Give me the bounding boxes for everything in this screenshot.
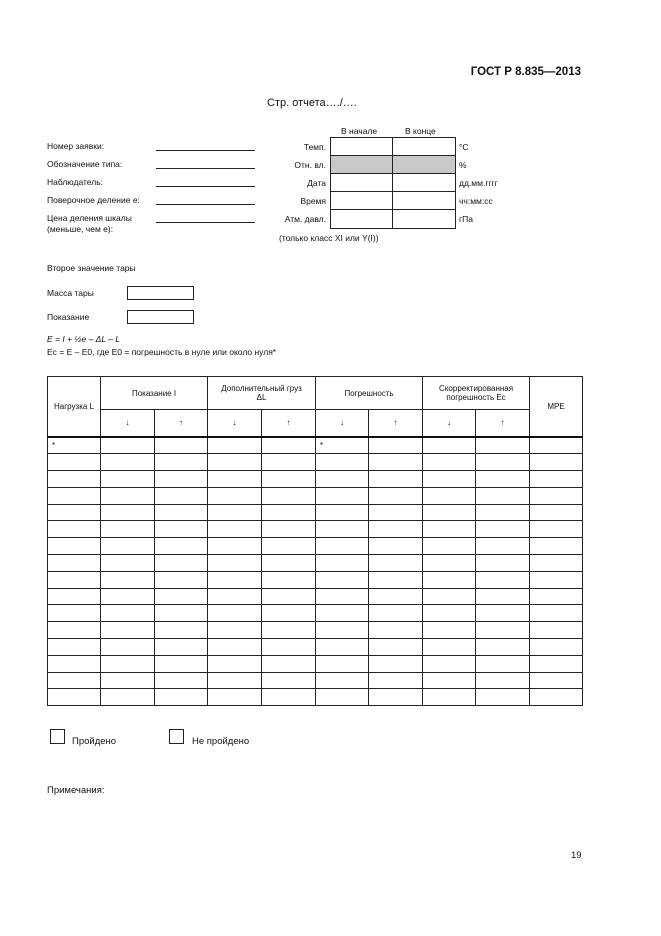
table-cell[interactable] [101,655,155,672]
table-cell[interactable] [316,689,369,706]
table-row [48,571,583,588]
col-header-corrected-error-line2: погрешность Ec [446,393,506,402]
table-cell[interactable] [476,639,530,656]
field-request-number-line[interactable] [156,150,255,151]
table-cell[interactable] [208,487,262,504]
table-cell[interactable] [48,672,101,689]
table-cell[interactable] [423,437,476,454]
table-cell[interactable] [530,521,583,538]
table-cell[interactable] [262,504,316,521]
table-cell[interactable] [48,689,101,706]
col-header-reading: Показание I [101,377,208,410]
table-cell[interactable] [369,639,423,656]
table-cell[interactable] [369,605,423,622]
arrow-down-icon: ↓ [423,410,476,437]
env-label-temp: Темп. [303,142,326,152]
table-cell[interactable] [316,555,369,572]
table-cell[interactable] [155,655,208,672]
env-unit-pressure: гПа [459,214,473,224]
table-cell[interactable] [423,487,476,504]
table-cell[interactable] [48,555,101,572]
table-cell[interactable] [423,571,476,588]
table-row [48,672,583,689]
table-cell[interactable] [476,672,530,689]
table-cell[interactable] [155,639,208,656]
tare-mass-box[interactable] [127,286,194,300]
table-cell[interactable] [316,487,369,504]
table-cell[interactable] [316,538,369,555]
table-cell[interactable] [316,672,369,689]
table-cell[interactable] [476,504,530,521]
table-row [48,639,583,656]
table-cell[interactable] [101,471,155,488]
env-unit-date: дд.мм.гггг [459,178,498,188]
table-cell[interactable] [423,454,476,471]
tare-reading-label: Показание [47,312,90,322]
table-cell[interactable] [423,689,476,706]
table-cell[interactable] [262,571,316,588]
table-cell[interactable] [48,504,101,521]
table-cell[interactable] [423,639,476,656]
arrow-down-icon: ↓ [101,410,155,437]
standard-number: ГОСТ Р 8.835—2013 [470,66,581,78]
table-cell[interactable] [48,588,101,605]
table-cell[interactable] [476,454,530,471]
table-cell[interactable] [530,588,583,605]
table-cell[interactable] [423,538,476,555]
table-cell[interactable] [530,689,583,706]
col-header-error: Погрешность [316,377,423,410]
failed-label: Не пройдено [192,736,250,747]
arrow-up-icon: ↑ [369,410,423,437]
table-cell[interactable] [369,487,423,504]
table-cell[interactable] [476,487,530,504]
table-row [48,437,583,454]
table-cell[interactable] [208,588,262,605]
table-cell[interactable] [476,605,530,622]
table-cell[interactable] [101,588,155,605]
table-cell[interactable] [48,639,101,656]
table-cell[interactable] [369,655,423,672]
table-cell[interactable] [48,605,101,622]
notes-label: Примечания: [47,785,105,796]
table-cell[interactable] [476,571,530,588]
table-cell[interactable] [101,672,155,689]
env-col-start: В начале [341,126,378,136]
table-cell[interactable] [316,504,369,521]
table-cell[interactable] [262,555,316,572]
env-cell-humidity-end[interactable] [392,155,456,174]
table-cell[interactable] [262,437,316,454]
table-cell[interactable] [155,622,208,639]
table-cell[interactable] [155,521,208,538]
table-row [48,622,583,639]
table-cell[interactable] [316,521,369,538]
table-cell[interactable] [530,538,583,555]
env-cell-time-end[interactable] [392,191,456,210]
col-header-mpe: MPE [530,377,583,437]
table-cell[interactable] [369,521,423,538]
table-cell[interactable] [262,521,316,538]
table-row [48,689,583,706]
table-cell[interactable] [101,639,155,656]
arrow-up-icon: ↑ [155,410,208,437]
formula-error: E = I + ½e – ΔL – L [47,334,121,344]
table-cell[interactable] [101,437,155,454]
table-cell[interactable] [208,639,262,656]
table-cell[interactable] [101,504,155,521]
col-header-corrected-error-line1: Скорректированная [439,384,514,393]
table-cell[interactable] [155,504,208,521]
table-cell[interactable] [316,655,369,672]
env-label-humidity: Отн. вл. [294,160,326,170]
table-cell[interactable] [155,571,208,588]
env-cell-temp-start[interactable] [330,137,393,156]
table-row [48,605,583,622]
table-cell[interactable] [155,437,208,454]
table-cell[interactable] [262,487,316,504]
table-cell[interactable] [48,655,101,672]
table-cell[interactable] [48,571,101,588]
table-cell[interactable] [423,521,476,538]
table-cell[interactable] [476,588,530,605]
table-row [48,487,583,504]
table-cell[interactable] [155,672,208,689]
col-header-additional-load [208,377,316,410]
table-cell[interactable] [101,521,155,538]
table-cell[interactable] [476,521,530,538]
env-col-end: В конце [405,126,436,136]
table-cell[interactable] [423,504,476,521]
page-number: 19 [571,850,582,861]
table-cell[interactable] [101,622,155,639]
table-cell[interactable] [208,454,262,471]
table-cell[interactable] [262,655,316,672]
table-cell[interactable] [476,655,530,672]
table-cell[interactable] [155,471,208,488]
table-cell[interactable] [262,588,316,605]
table-cell[interactable] [476,471,530,488]
table-cell[interactable] [208,555,262,572]
env-unit-time: чч:мм:сс [459,196,493,206]
table-cell[interactable] [369,571,423,588]
table-cell[interactable] [530,471,583,488]
table-cell[interactable] [155,605,208,622]
table-cell[interactable] [101,571,155,588]
env-unit-temp: °С [459,142,469,152]
table-cell[interactable] [530,655,583,672]
table-cell[interactable] [155,555,208,572]
table-cell[interactable] [208,437,262,454]
table-cell[interactable] [423,605,476,622]
table-cell[interactable] [48,454,101,471]
table-cell[interactable] [208,622,262,639]
field-type-label: Обозначение типа: [47,159,123,169]
table-cell[interactable] [530,487,583,504]
field-scale-interval-line[interactable] [156,222,255,223]
table-cell[interactable] [530,454,583,471]
table-cell[interactable] [48,487,101,504]
table-cell[interactable] [530,504,583,521]
field-request-number-label: Номер заявки: [47,141,105,151]
table-cell[interactable] [208,471,262,488]
table-cell[interactable] [262,454,316,471]
passed-label: Пройдено [72,736,117,747]
field-scale-interval-label: Цена деления шкалы [47,213,132,223]
table-cell[interactable] [262,605,316,622]
field-type-line[interactable] [156,168,255,169]
col-header-additional-load-line2: ΔL [256,393,267,402]
table-cell[interactable] [423,588,476,605]
table-cell[interactable] [208,605,262,622]
table-cell[interactable] [101,454,155,471]
table-cell[interactable] [101,605,155,622]
table-cell[interactable] [369,471,423,488]
table-cell[interactable] [423,672,476,689]
table-cell[interactable] [208,655,262,672]
table-cell[interactable] [262,471,316,488]
col-header-additional-load-line1: Дополнительный груз [221,384,302,393]
table-row [48,471,583,488]
table-cell[interactable] [316,454,369,471]
table-cell[interactable] [530,605,583,622]
table-row [48,504,583,521]
table-cell[interactable] [423,471,476,488]
tare-reading-box[interactable] [127,310,194,324]
table-cell[interactable] [208,672,262,689]
table-cell[interactable] [316,605,369,622]
table-cell[interactable] [316,571,369,588]
table-cell[interactable] [155,689,208,706]
table-cell[interactable] [101,555,155,572]
table-cell[interactable] [101,487,155,504]
env-label-time: Время [300,196,326,206]
env-label-date: Дата [307,178,326,188]
table-cell[interactable] [262,622,316,639]
table-cell[interactable] [476,538,530,555]
arrow-up-icon: ↑ [476,410,530,437]
table-cell[interactable]: * [48,437,101,454]
results-table [47,376,583,706]
table-cell[interactable] [530,437,583,454]
table-cell[interactable] [316,471,369,488]
table-cell[interactable] [369,437,423,454]
table-cell[interactable] [530,639,583,656]
env-cell-date-end[interactable] [392,173,456,192]
table-cell[interactable] [208,504,262,521]
tare-title: Второе значение тары [47,263,136,273]
table-cell[interactable] [476,622,530,639]
table-cell[interactable] [369,622,423,639]
table-row [48,538,583,555]
env-unit-humidity: % [459,160,467,170]
env-label-pressure: Атм. давл. [284,214,326,224]
field-observer-label: Наблюдатель: [47,177,103,187]
table-cell[interactable] [208,521,262,538]
col-header-load: Нагрузка L [48,377,101,437]
table-cell[interactable] [369,555,423,572]
table-cell[interactable] [262,689,316,706]
report-page-label: Стр. отчета…./…. [267,97,357,109]
table-cell[interactable] [48,538,101,555]
table-cell[interactable] [476,437,530,454]
env-note: (только класс XI или Y(I)) [279,233,379,243]
env-cell-temp-end[interactable] [392,137,456,156]
table-row [48,655,583,672]
passed-checkbox[interactable] [50,729,65,744]
table-cell[interactable] [476,689,530,706]
field-observer-line[interactable] [156,186,255,187]
table-cell[interactable]: * [316,437,369,454]
env-cell-humidity-start[interactable] [330,155,393,174]
table-cell[interactable] [369,672,423,689]
table-cell[interactable] [262,672,316,689]
table-cell[interactable] [101,538,155,555]
table-cell[interactable] [530,672,583,689]
table-cell[interactable] [101,689,155,706]
table-cell[interactable] [316,639,369,656]
arrow-down-icon: ↓ [208,410,262,437]
table-cell[interactable] [316,622,369,639]
field-verification-interval-line[interactable] [156,204,255,205]
table-cell[interactable] [530,555,583,572]
table-cell[interactable] [155,588,208,605]
table-cell[interactable] [369,454,423,471]
env-cell-pressure-start[interactable] [330,209,393,229]
table-cell[interactable] [262,639,316,656]
tare-mass-label: Масса тары [47,288,94,298]
table-cell[interactable] [423,655,476,672]
table-cell[interactable] [369,538,423,555]
table-cell[interactable] [530,571,583,588]
table-row [48,555,583,572]
table-cell[interactable] [155,538,208,555]
table-cell[interactable] [423,555,476,572]
table-cell[interactable] [48,471,101,488]
arrow-up-icon: ↑ [262,410,316,437]
table-cell[interactable] [208,689,262,706]
field-verification-interval-label: Поверочное деление е: [47,195,140,205]
table-row [48,521,583,538]
table-cell[interactable] [369,689,423,706]
env-cell-date-start[interactable] [330,173,393,192]
table-cell[interactable] [48,622,101,639]
table-cell[interactable] [369,504,423,521]
field-scale-interval-label2: (меньше, чем е): [47,224,114,234]
formula-corrected-error: Ec = E – E0, где E0 = погрешность в нуле или около нуля* [47,347,277,357]
env-cell-time-start[interactable] [330,191,393,210]
env-cell-pressure-end[interactable] [392,209,456,229]
col-header-corrected-error [423,377,530,410]
table-cell[interactable] [423,622,476,639]
table-cell[interactable] [530,622,583,639]
failed-checkbox[interactable] [169,729,184,744]
table-cell[interactable] [476,555,530,572]
table-cell[interactable] [155,487,208,504]
table-cell[interactable] [208,571,262,588]
arrow-down-icon: ↓ [316,410,369,437]
table-cell[interactable] [316,588,369,605]
table-cell[interactable] [369,588,423,605]
table-cell[interactable] [208,538,262,555]
table-row [48,588,583,605]
table-cell[interactable] [262,538,316,555]
table-row [48,454,583,471]
table-cell[interactable] [155,454,208,471]
table-cell[interactable] [48,521,101,538]
